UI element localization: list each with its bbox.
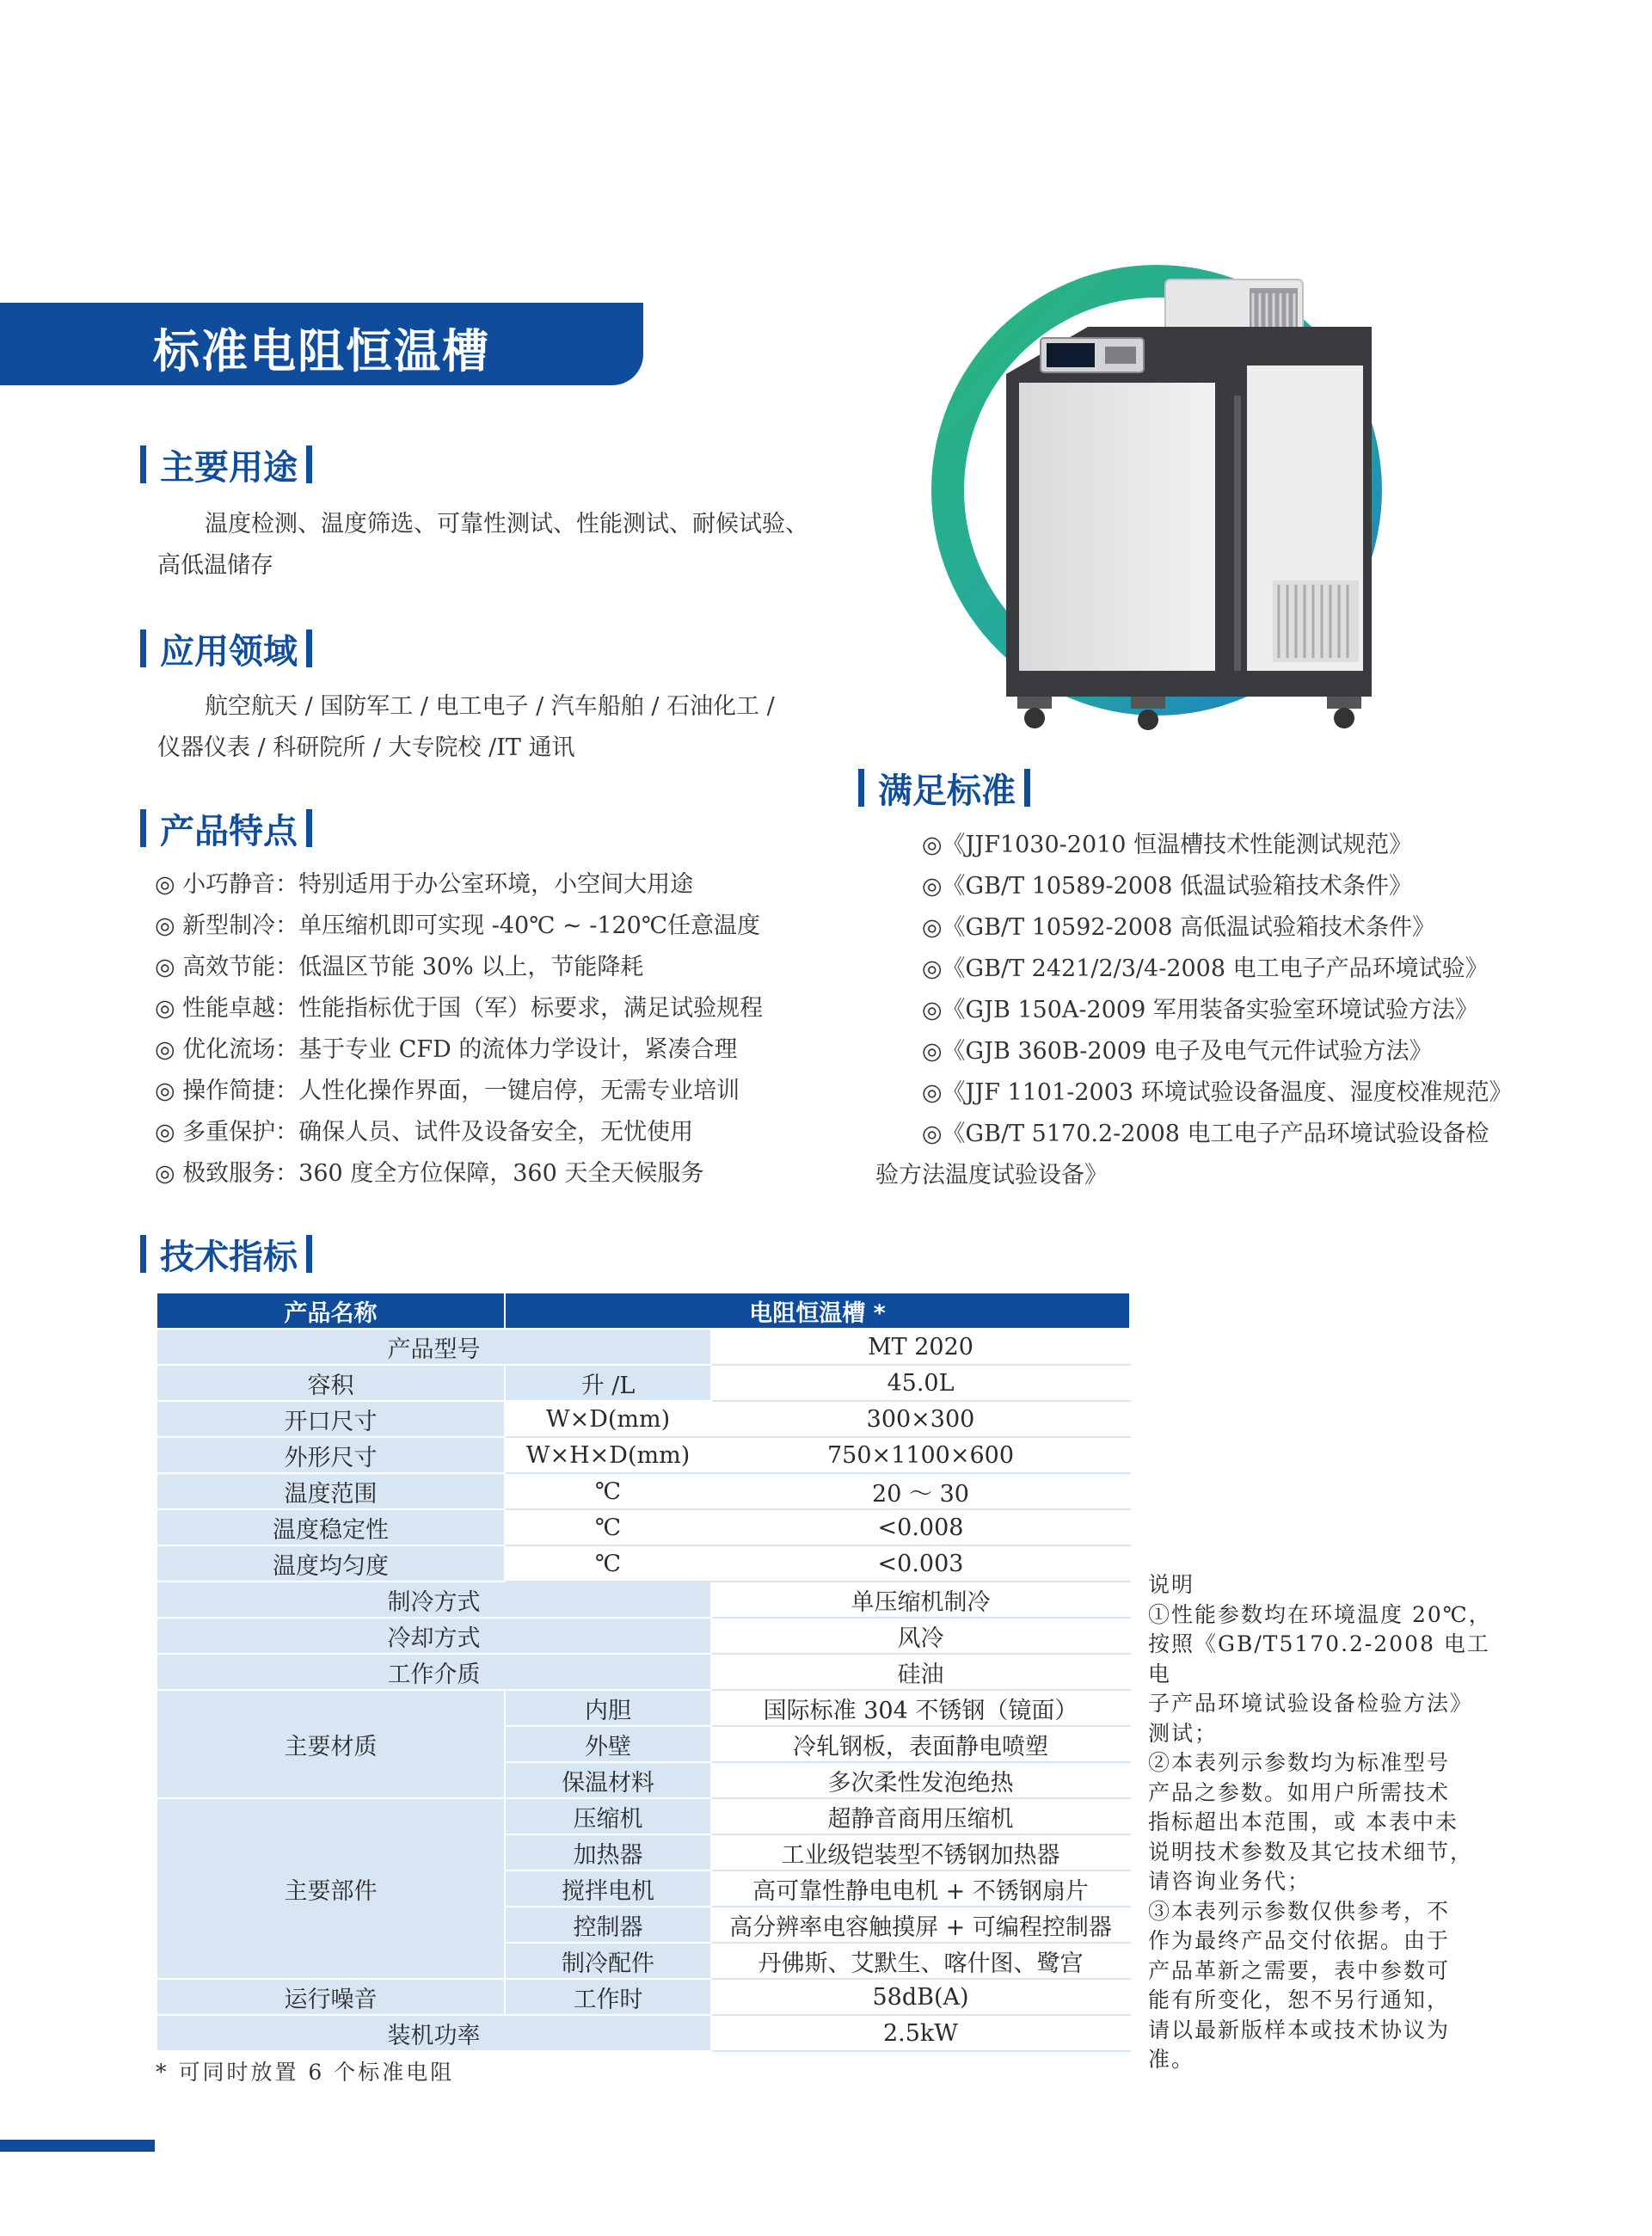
spec-label: 制冷方式	[157, 1582, 711, 1618]
spec-unit: 工作时	[505, 1979, 711, 2015]
spec-label: 产品型号	[157, 1329, 711, 1365]
standard-item: ◎《GB/T 2421/2/3/4-2008 电工电子产品环境试验》	[922, 955, 1489, 982]
table-row	[157, 1798, 1130, 1834]
spec-table	[156, 1292, 1131, 2052]
spec-unit: W×D(mm)	[505, 1401, 711, 1437]
heading-bar-left	[140, 630, 146, 667]
table-footnote: * 可同时放置 6 个标准电阻	[156, 2060, 455, 2085]
usage-line-1: 温度检测、温度筛选、可靠性测试、性能测试、耐候试验、	[205, 511, 808, 538]
spec-label: 温度稳定性	[157, 1509, 505, 1545]
spec-sub-label: 加热器	[505, 1834, 711, 1870]
features-heading-text: 产品特点	[160, 811, 298, 851]
spec-value: 丹佛斯、艾默生、喀什图、鹭宫	[711, 1943, 1130, 1979]
fields-line-1: 航空航天 / 国防军工 / 电工电子 / 汽车船舶 / 石油化工 /	[205, 693, 775, 720]
spec-value: 58dB(A)	[711, 1979, 1130, 2015]
notes-line: 说明	[1148, 1572, 1195, 1597]
notes-line: 按照《GB/T5170.2-2008 电工电	[1148, 1631, 1490, 1686]
spec-label: 容积	[157, 1365, 505, 1401]
spec-value: 20 ～ 30	[711, 1473, 1130, 1509]
spec-label: 温度范围	[157, 1473, 505, 1509]
feature-item: ◎ 小巧静音：特别适用于办公室环境，小空间大用途	[155, 871, 694, 898]
spec-label: 装机功率	[157, 2015, 711, 2051]
table-row	[157, 1979, 1130, 2015]
spec-unit: ℃	[505, 1545, 711, 1582]
heading-bar-left	[140, 445, 146, 483]
spec-label: 温度均匀度	[157, 1545, 505, 1582]
table-row	[157, 2015, 1130, 2051]
spec-value: 2.5kW	[711, 2015, 1130, 2051]
heading-bar-right	[306, 809, 312, 847]
notes-line: 请以最新版样本或技术协议为	[1148, 2017, 1451, 2042]
table-row	[157, 1401, 1130, 1437]
standard-item-continuation: 验方法温度试验设备》	[875, 1162, 1108, 1189]
title-banner	[0, 303, 643, 385]
spec-group-label: 主要材质	[157, 1690, 505, 1798]
spec-value: 风冷	[711, 1618, 1130, 1654]
notes-line: 指标超出本范围，或 本表中未	[1148, 1809, 1459, 1834]
standard-item: ◎《GB/T 10589-2008 低温试验箱技术条件》	[922, 873, 1412, 900]
spec-unit: ℃	[505, 1509, 711, 1545]
spec-value: MT 2020	[711, 1329, 1130, 1365]
spec-sub-label: 搅拌电机	[505, 1870, 711, 1907]
notes-line: 产品之参数。如用户所需技术	[1148, 1779, 1451, 1805]
table-row	[157, 1545, 1130, 1582]
standard-item: ◎《JJF1030-2010 恒温槽技术性能测试规范》	[922, 832, 1413, 858]
table-row	[157, 1654, 1130, 1690]
spec-value: 冷轧钢板，表面静电喷塑	[711, 1726, 1130, 1762]
spec-header-value: 电阻恒温槽 *	[505, 1293, 1130, 1329]
table-row	[157, 1365, 1130, 1401]
standards-heading	[858, 765, 1030, 810]
spec-sub-label: 控制器	[505, 1907, 711, 1943]
table-row	[157, 1437, 1130, 1473]
table-row	[157, 1509, 1130, 1545]
spec-label: 工作介质	[157, 1654, 711, 1690]
spec-value: 多次柔性发泡绝热	[711, 1762, 1130, 1798]
notes-line: 产品革新之需要，表中参数可	[1148, 1957, 1451, 1983]
spec-header-name: 产品名称	[157, 1293, 505, 1329]
spec-value: <0.008	[711, 1509, 1130, 1545]
spec-value: 高可靠性静电电机 + 不锈钢扇片	[711, 1870, 1130, 1907]
fields-heading-text: 应用领域	[160, 631, 298, 672]
spec-group-label: 主要部件	[157, 1798, 505, 1979]
feature-item: ◎ 多重保护：确保人员、试件及设备安全，无忧使用	[155, 1119, 694, 1146]
spec-value: 工业级铠装型不锈钢加热器	[711, 1834, 1130, 1870]
usage-heading	[140, 442, 312, 487]
feature-item: ◎ 性能卓越：性能指标优于国（军）标要求，满足试验规程	[155, 995, 764, 1022]
spec-value: 750×1100×600	[711, 1437, 1130, 1473]
features-heading	[140, 806, 312, 851]
spec-value: 硅油	[711, 1654, 1130, 1690]
heading-bar-left	[140, 809, 146, 847]
notes-line: ②本表列示参数均为标准型号	[1148, 1750, 1451, 1775]
fields-line-2: 仪器仪表 / 科研院所 / 大专院校 /IT 通讯	[157, 734, 575, 761]
standard-item: ◎《GB/T 5170.2-2008 电工电子产品环境试验设备检	[922, 1121, 1489, 1147]
feature-item: ◎ 高效节能：低温区节能 30% 以上，节能降耗	[155, 954, 644, 980]
spec-sub-label: 制冷配件	[505, 1943, 711, 1979]
heading-bar-right	[1024, 769, 1030, 807]
heading-bar-left	[140, 1235, 146, 1273]
table-row	[157, 1473, 1130, 1509]
spec-sub-label: 外壁	[505, 1726, 711, 1762]
notes-line: ①性能参数均在环境温度 20℃，	[1148, 1601, 1492, 1627]
notes-line: ③本表列示参数仅供参考，不	[1148, 1898, 1451, 1924]
notes-line: 准。	[1148, 2047, 1195, 2072]
table-row	[157, 1690, 1130, 1726]
notes-block	[1148, 1570, 1509, 2075]
heading-bar-right	[306, 630, 312, 667]
spec-value: 国际标准 304 不锈钢（镜面）	[711, 1690, 1130, 1726]
notes-line: 作为最终产品交付依据。由于	[1148, 1928, 1451, 1953]
standard-item: ◎《GJB 150A-2009 军用装备实验室环境试验方法》	[922, 997, 1478, 1023]
notes-line: 子产品环境试验设备检验方法》	[1148, 1691, 1474, 1716]
notes-line: 说明技术参数及其它技术细节，	[1148, 1839, 1474, 1864]
feature-item: ◎ 操作简捷：人性化操作界面，一键启停，无需专业培训	[155, 1078, 740, 1104]
table-row	[157, 1329, 1130, 1365]
feature-item: ◎ 优化流场：基于专业 CFD 的流体力学设计，紧凑合理	[155, 1036, 738, 1063]
spec-sub-label: 保温材料	[505, 1762, 711, 1798]
page-title: 标准电阻恒温槽	[153, 324, 490, 378]
spec-label: 外形尺寸	[157, 1437, 505, 1473]
spec-label: 开口尺寸	[157, 1401, 505, 1437]
spec-value: <0.003	[711, 1545, 1130, 1582]
spec-value: 45.0L	[711, 1365, 1130, 1401]
product-image	[924, 245, 1423, 744]
spec-sub-label: 内胆	[505, 1690, 711, 1726]
feature-item: ◎ 极致服务：360 度全方位保障，360 天全天候服务	[155, 1160, 704, 1187]
footer-accent-bar	[0, 2140, 155, 2152]
spec-value: 超静音商用压缩机	[711, 1798, 1130, 1834]
usage-heading-text: 主要用途	[160, 447, 298, 488]
spec-value: 高分辨率电容触摸屏 + 可编程控制器	[711, 1907, 1130, 1943]
specs-heading-text: 技术指标	[160, 1237, 298, 1277]
spec-unit: W×H×D(mm)	[505, 1437, 711, 1473]
spec-header-row	[157, 1293, 1130, 1329]
usage-line-2: 高低温储存	[157, 552, 273, 579]
standard-item: ◎《JJF 1101-2003 环境试验设备温度、湿度校准规范》	[922, 1079, 1513, 1106]
standard-item: ◎《GJB 360B-2009 电子及电气元件试验方法》	[922, 1038, 1433, 1065]
spec-unit: 升 /L	[505, 1365, 711, 1401]
spec-value: 单压缩机制冷	[711, 1582, 1130, 1618]
spec-sub-label: 压缩机	[505, 1798, 711, 1834]
spec-value: 300×300	[711, 1401, 1130, 1437]
heading-bar-left	[858, 769, 864, 807]
specs-heading	[140, 1232, 312, 1276]
standards-heading-text: 满足标准	[878, 771, 1016, 811]
notes-line: 能有所变化，恕不另行通知，	[1148, 1987, 1451, 2012]
heading-bar-right	[306, 1235, 312, 1273]
spec-label: 运行噪音	[157, 1979, 505, 2015]
heading-bar-right	[306, 445, 312, 483]
notes-line: 测试；	[1148, 1720, 1219, 1746]
standard-item: ◎《GB/T 10592-2008 高低温试验箱技术条件》	[922, 914, 1435, 941]
table-row	[157, 1618, 1130, 1654]
notes-line: 请咨询业务代；	[1148, 1869, 1311, 1894]
spec-label: 冷却方式	[157, 1618, 711, 1654]
table-row	[157, 1582, 1130, 1618]
feature-item: ◎ 新型制冷：单压缩机即可实现 -40℃ ~ -120℃任意温度	[155, 912, 761, 939]
fields-heading	[140, 626, 312, 671]
spec-unit: ℃	[505, 1473, 711, 1509]
